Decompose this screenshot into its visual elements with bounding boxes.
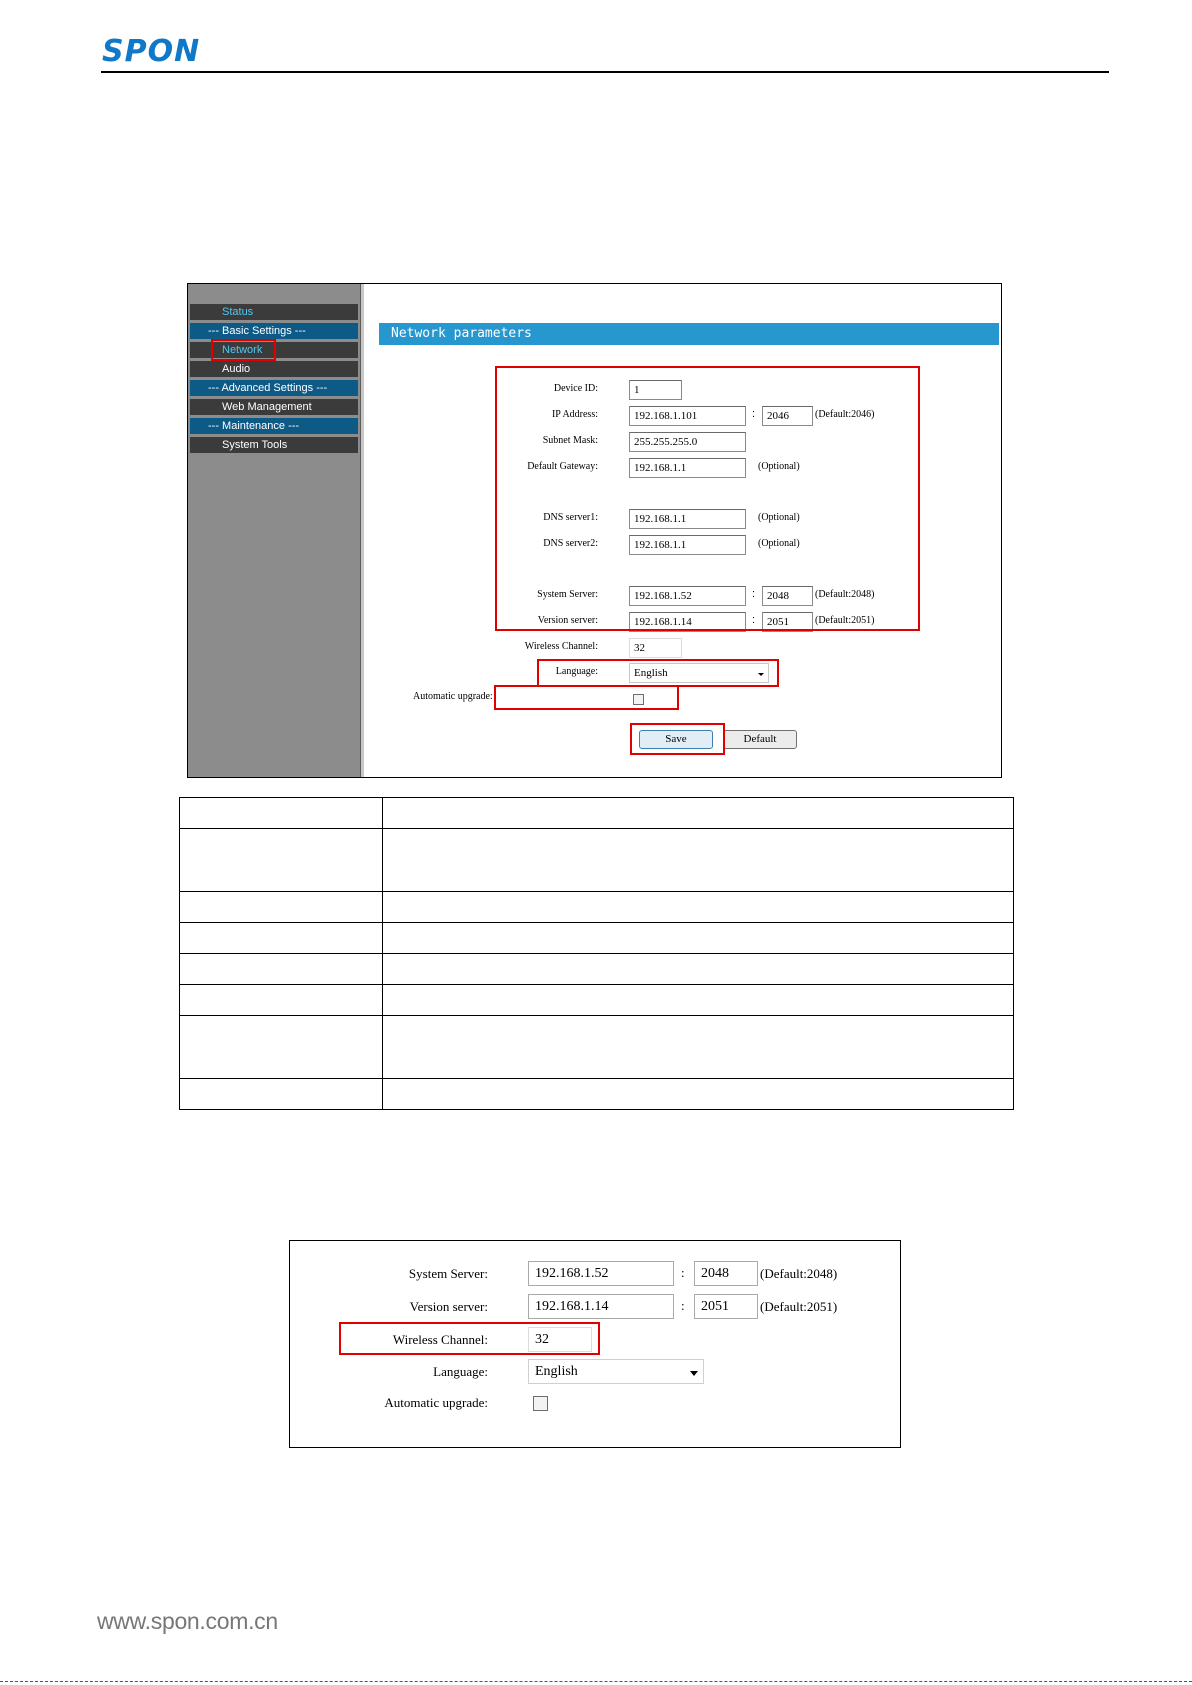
table-cell bbox=[180, 954, 383, 985]
table-row bbox=[180, 829, 1014, 892]
highlight-wireless-channel bbox=[339, 1322, 600, 1355]
table-cell bbox=[383, 985, 1014, 1016]
system-server-default-note: (Default:2048) bbox=[760, 1266, 838, 1281]
wireless-channel-label: Wireless Channel: bbox=[392, 1332, 488, 1347]
version-server-default-note: (Default:2051) bbox=[760, 1299, 838, 1314]
language-label: Language: bbox=[555, 666, 598, 677]
version-server-label: Version server: bbox=[537, 615, 598, 626]
dns-server2-label: DNS server2: bbox=[543, 538, 598, 549]
table-cell bbox=[180, 798, 383, 829]
highlight-automatic-upgrade bbox=[494, 685, 679, 710]
table-cell bbox=[180, 1016, 383, 1079]
dns-server1-label: DNS server1: bbox=[543, 512, 598, 523]
table-cell bbox=[180, 985, 383, 1016]
dns-server1-note: (Optional) bbox=[758, 512, 800, 523]
sidebar-item-audio[interactable]: Audio bbox=[190, 361, 358, 378]
language-select-value: English bbox=[634, 667, 668, 679]
table-cell bbox=[383, 829, 1014, 892]
default-gateway-input[interactable]: 192.168.1.1 bbox=[629, 458, 746, 478]
wireless-channel-input[interactable]: 32 bbox=[528, 1327, 592, 1352]
default-gateway-note: (Optional) bbox=[758, 461, 800, 472]
sidebar-item-status[interactable]: Status bbox=[190, 304, 358, 321]
ip-port-separator: : bbox=[752, 408, 756, 420]
system-server-label: System Server: bbox=[408, 1266, 488, 1281]
table-row bbox=[180, 1016, 1014, 1079]
default-button[interactable]: Default bbox=[723, 730, 797, 749]
sidebar bbox=[188, 284, 361, 777]
version-server-port-input[interactable]: 2051 bbox=[762, 612, 813, 632]
system-server-input[interactable]: 192.168.1.52 bbox=[528, 1261, 674, 1286]
default-gateway-label: Default Gateway: bbox=[527, 461, 598, 472]
table-cell bbox=[180, 829, 383, 892]
device-id-input[interactable]: 1 bbox=[629, 380, 682, 400]
system-server-port-input[interactable]: 2048 bbox=[694, 1261, 758, 1286]
version-server-port-separator: : bbox=[752, 614, 756, 626]
table-cell bbox=[180, 923, 383, 954]
wireless-channel-label: Wireless Channel: bbox=[524, 641, 598, 652]
ip-port-default-note: (Default:2046) bbox=[815, 409, 875, 420]
table-cell bbox=[383, 1079, 1014, 1110]
system-server-port-separator: : bbox=[681, 1265, 685, 1280]
footer-rule bbox=[0, 1681, 1192, 1682]
system-server-input[interactable]: 192.168.1.52 bbox=[629, 586, 746, 606]
screenshot-wireless-channel bbox=[289, 1240, 901, 1448]
subnet-mask-label: Subnet Mask: bbox=[542, 435, 598, 446]
parameter-table bbox=[179, 797, 1014, 1110]
highlight-network-fields bbox=[495, 366, 920, 631]
version-server-input[interactable]: 192.168.1.14 bbox=[629, 612, 746, 632]
sidebar-item-system-tools[interactable]: System Tools bbox=[190, 437, 358, 454]
ip-port-input[interactable]: 2046 bbox=[762, 406, 813, 426]
table-cell bbox=[383, 892, 1014, 923]
table-row bbox=[180, 892, 1014, 923]
table-cell bbox=[180, 1079, 383, 1110]
highlight-network bbox=[211, 339, 276, 361]
dns-server2-input[interactable]: 192.168.1.1 bbox=[629, 535, 746, 555]
sidebar-section-maintenance[interactable]: --- Maintenance --- bbox=[190, 418, 358, 435]
chevron-down-icon bbox=[690, 1371, 698, 1376]
highlight-language bbox=[537, 659, 779, 687]
version-server-port-separator: : bbox=[681, 1298, 685, 1313]
device-id-label: Device ID: bbox=[553, 383, 598, 394]
page-title: Network parameters bbox=[379, 323, 999, 345]
system-server-label: System Server: bbox=[537, 589, 598, 600]
language-label: Language: bbox=[433, 1364, 488, 1379]
header-rule bbox=[101, 71, 1109, 73]
table-cell bbox=[180, 892, 383, 923]
wireless-channel-input[interactable]: 32 bbox=[629, 638, 682, 658]
automatic-upgrade-label: Automatic upgrade: bbox=[384, 1395, 488, 1410]
automatic-upgrade-checkbox[interactable] bbox=[533, 1396, 548, 1411]
table-cell bbox=[383, 954, 1014, 985]
screenshot-network-parameters bbox=[187, 283, 1002, 778]
language-select-value: English bbox=[535, 1364, 578, 1379]
sidebar-item-network[interactable]: Network bbox=[190, 342, 358, 359]
sidebar-item-web-management[interactable]: Web Management bbox=[190, 399, 358, 416]
table-row bbox=[180, 954, 1014, 985]
language-select[interactable] bbox=[528, 1359, 704, 1384]
table-row bbox=[180, 923, 1014, 954]
table-cell bbox=[383, 798, 1014, 829]
table-cell bbox=[383, 1016, 1014, 1079]
version-server-default-note: (Default:2051) bbox=[815, 615, 875, 626]
highlight-save-button bbox=[630, 723, 725, 755]
dns-server2-note: (Optional) bbox=[758, 538, 800, 549]
system-server-default-note: (Default:2048) bbox=[815, 589, 875, 600]
sidebar-section-basic-settings[interactable]: --- Basic Settings --- bbox=[190, 323, 358, 340]
version-server-label: Version server: bbox=[409, 1299, 488, 1314]
dns-server1-input[interactable]: 192.168.1.1 bbox=[629, 509, 746, 529]
table-row bbox=[180, 1079, 1014, 1110]
table-cell bbox=[383, 923, 1014, 954]
ip-address-input[interactable]: 192.168.1.101 bbox=[629, 406, 746, 426]
brand-logo: SPON bbox=[102, 34, 201, 69]
system-server-port-input[interactable]: 2048 bbox=[762, 586, 813, 606]
system-server-port-separator: : bbox=[752, 588, 756, 600]
version-server-input[interactable]: 192.168.1.14 bbox=[528, 1294, 674, 1319]
footer-website: www.spon.com.cn bbox=[97, 1608, 278, 1634]
subnet-mask-input[interactable]: 255.255.255.0 bbox=[629, 432, 746, 452]
save-button[interactable]: Save bbox=[639, 730, 713, 749]
sidebar-section-advanced-settings[interactable]: --- Advanced Settings --- bbox=[190, 380, 358, 397]
automatic-upgrade-label: Automatic upgrade: bbox=[413, 691, 493, 702]
table-row bbox=[180, 985, 1014, 1016]
table-row bbox=[180, 798, 1014, 829]
version-server-port-input[interactable]: 2051 bbox=[694, 1294, 758, 1319]
ip-address-label: IP Address: bbox=[551, 409, 598, 420]
